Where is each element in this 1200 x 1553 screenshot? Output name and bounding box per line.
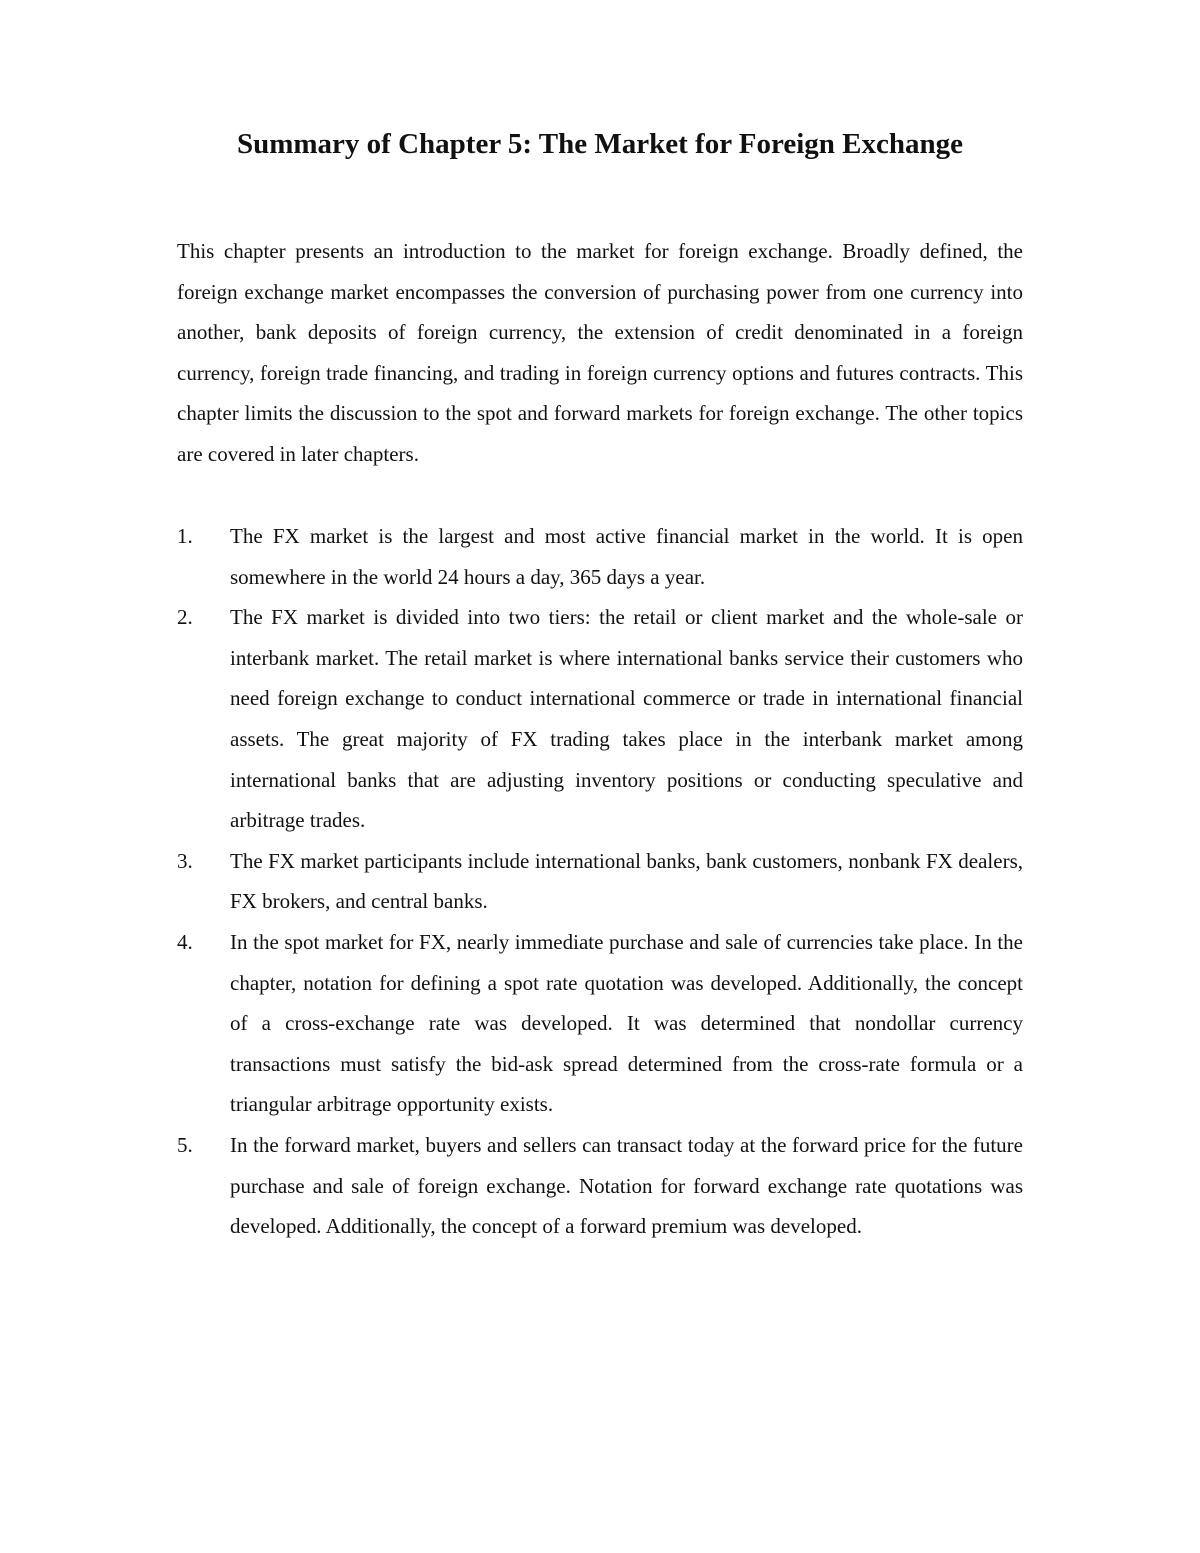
list-item-4	[177, 922, 1023, 1125]
list-item-number: 3.	[177, 848, 193, 873]
list-item-1	[177, 516, 1023, 597]
page-title: Summary of Chapter 5: The Market for Foreign Exchange	[236, 128, 964, 160]
list-item-text: In the spot market for FX, nearly immediate purchase and sale of currencies take place. In the chapter, notation for defining a spot rate quotation was developed. Additionally, the concept of a cross-exchange rate was developed. It was determined that nondollar currency transactions must satisfy the bid-ask spread determined from the cross-rate formula or a triangular arbitrage opportunity exists.	[230, 929, 1023, 1117]
list-item-text: The FX market participants include international banks, bank customers, nonbank FX dealers, FX brokers, and central banks.	[230, 848, 1023, 914]
list-item-number: 4.	[177, 929, 193, 954]
list-item-text: In the forward market, buyers and sellers can transact today at the forward price for the future purchase and sale of foreign exchange. Notation for forward exchange rate quotations was developed. Additionally, the concept of a forward premium was developed.	[230, 1132, 1023, 1239]
list-item-number: 5.	[177, 1132, 193, 1157]
list-item-text: The FX market is divided into two tiers: the retail or client market and the whole-sale or interbank market. The retail market is where international banks service their customers who need foreign exchange to conduct international commerce or trade in international financial assets. The great majority of FX trading takes place in the interbank market among international banks that are adjusting inventory positions or conducting speculative and arbitrage trades.	[230, 605, 1023, 833]
list-item-5	[177, 1125, 1023, 1247]
list-item-text: The FX market is the largest and most active financial market in the world. It is open somewhere in the world 24 hours a day, 365 days a year.	[230, 524, 1023, 589]
summary-list	[177, 516, 1023, 1247]
intro-paragraph: This chapter presents an introduction to the market for foreign exchange. Broadly defined, the foreign exchange market encompasses the conversion of purchasing power from one currency into another, bank deposits of foreign currency, the extension of credit denominated in a foreign currency, foreign trade financing, and trading in foreign currency options and futures contracts. This chapter limits the discussion to the spot and forward markets for foreign exchange. The other topics are covered in later chapters.	[177, 239, 1023, 466]
list-item-3	[177, 841, 1023, 922]
list-item-2	[177, 597, 1023, 841]
list-item-number: 1.	[177, 524, 193, 548]
list-item-number: 2.	[177, 605, 193, 630]
